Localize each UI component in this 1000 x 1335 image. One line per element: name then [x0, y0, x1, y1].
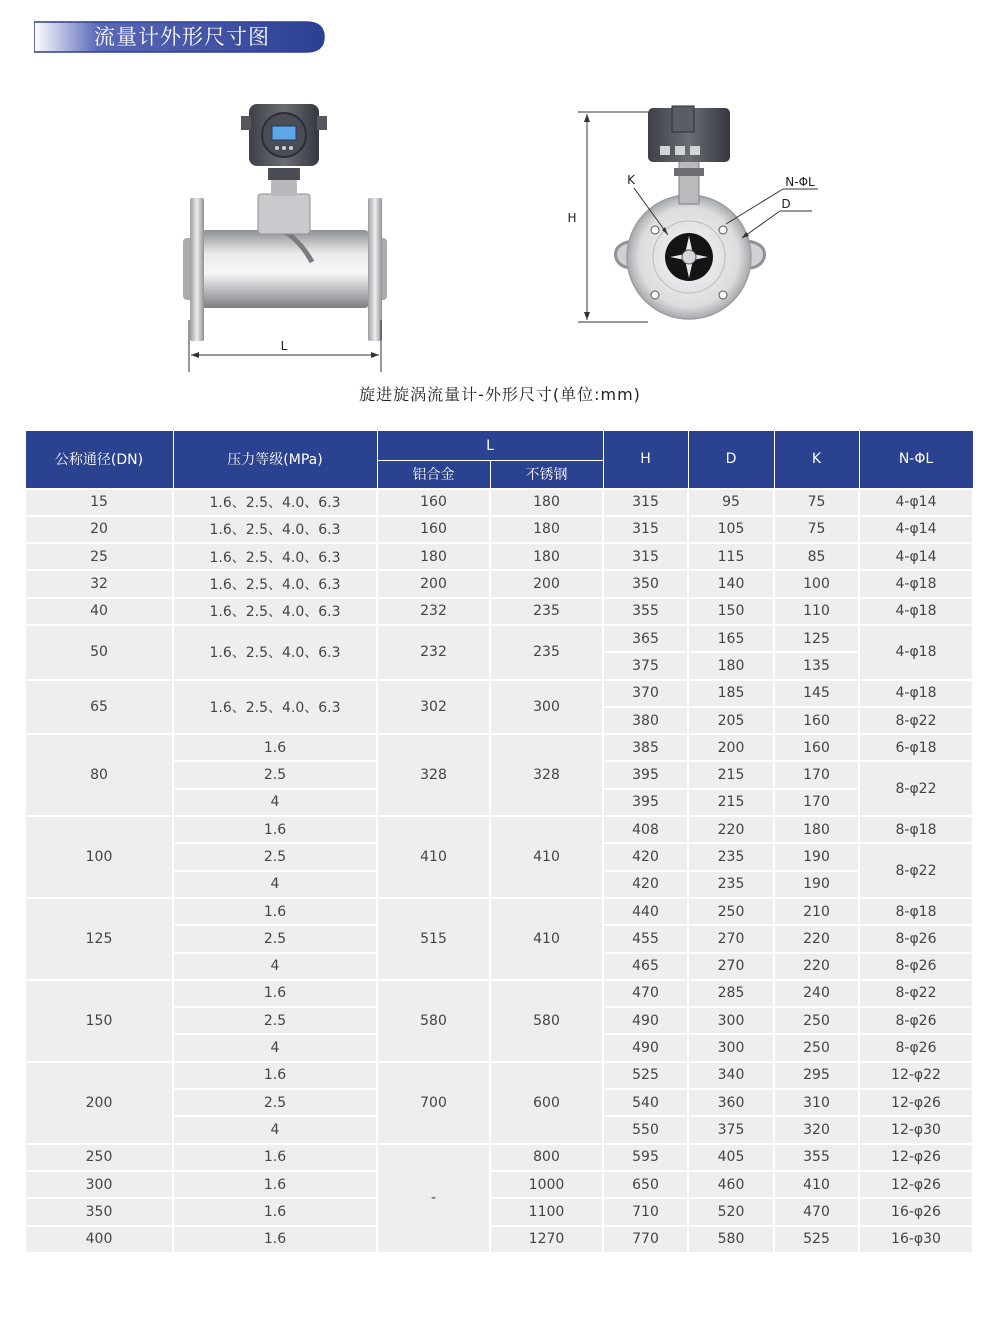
cell-pressure: 4: [173, 1116, 377, 1143]
cell-nphil: 8-φ18: [859, 898, 973, 925]
table-row: [25, 1144, 973, 1171]
table-row: [25, 598, 973, 625]
cell-h: 650: [603, 1171, 688, 1198]
cell-l-stainless: 180: [490, 489, 603, 516]
cell-d: 105: [688, 516, 774, 543]
header-l-stainless: 不锈钢: [490, 461, 603, 489]
cell-nphil: 4-φ14: [859, 489, 973, 516]
cell-k: 295: [774, 1062, 859, 1089]
cell-nphil: 4-φ14: [859, 516, 973, 543]
cell-k: 220: [774, 925, 859, 952]
cell-d: 270: [688, 925, 774, 952]
cell-nphil: 6-φ18: [859, 734, 973, 761]
cell-d: 250: [688, 898, 774, 925]
cell-h: 315: [603, 489, 688, 516]
cell-h: 395: [603, 761, 688, 788]
table-row: [25, 1171, 973, 1198]
cell-l-stainless: 235: [490, 625, 603, 680]
cell-d: 205: [688, 707, 774, 734]
cell-pressure: 4: [173, 1034, 377, 1061]
cell-h: 710: [603, 1198, 688, 1225]
table-row: [25, 980, 973, 1007]
cell-dn: 80: [25, 734, 173, 816]
cell-l-aluminum: 302: [377, 680, 490, 735]
cell-pressure: 1.6: [173, 734, 377, 761]
cell-h: 550: [603, 1116, 688, 1143]
table-row: [25, 680, 973, 707]
header-l: L: [377, 431, 603, 461]
cell-l-aluminum: -: [377, 1144, 490, 1253]
cell-nphil: 4-φ18: [859, 680, 973, 707]
cell-nphil: 8-φ22: [859, 843, 973, 898]
cell-d: 375: [688, 1116, 774, 1143]
cell-k: 250: [774, 1007, 859, 1034]
cell-l-stainless: 1270: [490, 1226, 603, 1253]
cell-k: 145: [774, 680, 859, 707]
cell-l-stainless: 1000: [490, 1171, 603, 1198]
cell-pressure: 1.6、2.5、4.0、6.3: [173, 680, 377, 735]
cell-dn: 40: [25, 598, 173, 625]
header-dn: 公称通径(DN): [25, 431, 173, 489]
table-row: [25, 625, 973, 652]
cell-h: 440: [603, 898, 688, 925]
cell-k: 160: [774, 707, 859, 734]
cell-l-aluminum: 410: [377, 816, 490, 898]
cell-d: 235: [688, 871, 774, 898]
cell-h: 420: [603, 871, 688, 898]
cell-pressure: 2.5: [173, 761, 377, 788]
cell-dn: 125: [25, 898, 173, 980]
cell-nphil: 16-φ30: [859, 1226, 973, 1253]
cell-l-stainless: 600: [490, 1062, 603, 1144]
cell-d: 200: [688, 734, 774, 761]
cell-pressure: 4: [173, 953, 377, 980]
cell-h: 395: [603, 789, 688, 816]
cell-pressure: 1.6、2.5、4.0、6.3: [173, 516, 377, 543]
table-row: [25, 489, 973, 516]
cell-h: 490: [603, 1007, 688, 1034]
cell-dn: 150: [25, 980, 173, 1062]
cell-pressure: 4: [173, 871, 377, 898]
cell-nphil: 12-φ30: [859, 1116, 973, 1143]
cell-d: 115: [688, 543, 774, 570]
cell-d: 235: [688, 843, 774, 870]
cell-d: 270: [688, 953, 774, 980]
cell-l-stainless: 1100: [490, 1198, 603, 1225]
cell-k: 320: [774, 1116, 859, 1143]
cell-d: 520: [688, 1198, 774, 1225]
side-view-flowmeter: [183, 104, 387, 372]
table-row: [25, 898, 973, 925]
cell-k: 135: [774, 652, 859, 679]
cell-l-aluminum: 580: [377, 980, 490, 1062]
cell-dn: 250: [25, 1144, 173, 1171]
cell-k: 85: [774, 543, 859, 570]
cell-l-aluminum: 515: [377, 898, 490, 980]
cell-k: 470: [774, 1198, 859, 1225]
cell-l-stainless: 180: [490, 516, 603, 543]
cell-nphil: 8-φ18: [859, 816, 973, 843]
cell-l-stainless: 800: [490, 1144, 603, 1171]
header-nphil: N-ΦL: [859, 431, 973, 489]
cell-d: 95: [688, 489, 774, 516]
cell-d: 220: [688, 816, 774, 843]
front-view-flowmeter: [578, 106, 818, 322]
flowmeter-illustrations: [0, 90, 1000, 380]
cell-l-stainless: 580: [490, 980, 603, 1062]
cell-d: 180: [688, 652, 774, 679]
cell-pressure: 1.6、2.5、4.0、6.3: [173, 598, 377, 625]
cell-h: 490: [603, 1034, 688, 1061]
cell-k: 210: [774, 898, 859, 925]
cell-l-stainless: 410: [490, 898, 603, 980]
cell-k: 75: [774, 516, 859, 543]
dimension-drawings: [0, 90, 1000, 380]
dimension-table: [24, 430, 974, 1254]
cell-k: 190: [774, 843, 859, 870]
cell-h: 375: [603, 652, 688, 679]
cell-dn: 100: [25, 816, 173, 898]
cell-nphil: 8-φ26: [859, 1007, 973, 1034]
cell-nphil: 12-φ26: [859, 1144, 973, 1171]
cell-pressure: 1.6: [173, 1144, 377, 1171]
cell-d: 215: [688, 761, 774, 788]
cell-k: 160: [774, 734, 859, 761]
cell-d: 285: [688, 980, 774, 1007]
cell-h: 455: [603, 925, 688, 952]
table-row: [25, 816, 973, 843]
cell-nphil: 8-φ22: [859, 707, 973, 734]
cell-pressure: 2.5: [173, 1007, 377, 1034]
cell-l-aluminum: 160: [377, 489, 490, 516]
table-row: [25, 1062, 973, 1089]
cell-k: 170: [774, 761, 859, 788]
cell-dn: 400: [25, 1226, 173, 1253]
cell-d: 140: [688, 570, 774, 597]
cell-pressure: 1.6、2.5、4.0、6.3: [173, 570, 377, 597]
dim-label-l: L: [280, 339, 288, 353]
cell-h: 770: [603, 1226, 688, 1253]
cell-l-aluminum: 700: [377, 1062, 490, 1144]
cell-k: 190: [774, 871, 859, 898]
cell-h: 315: [603, 543, 688, 570]
cell-dn: 32: [25, 570, 173, 597]
cell-pressure: 2.5: [173, 843, 377, 870]
cell-d: 185: [688, 680, 774, 707]
header-d: D: [688, 431, 774, 489]
cell-h: 470: [603, 980, 688, 1007]
table-row: [25, 543, 973, 570]
diagram-caption: 旋进旋涡流量计-外形尺寸(单位:mm): [359, 385, 641, 404]
table-row: [25, 570, 973, 597]
cell-d: 165: [688, 625, 774, 652]
cell-nphil: 8-φ22: [859, 980, 973, 1007]
header-l-aluminum: 铝合金: [377, 461, 490, 489]
cell-d: 405: [688, 1144, 774, 1171]
cell-nphil: 8-φ26: [859, 925, 973, 952]
cell-d: 360: [688, 1089, 774, 1116]
cell-d: 300: [688, 1007, 774, 1034]
cell-dn: 200: [25, 1062, 173, 1144]
cell-dn: 300: [25, 1171, 173, 1198]
cell-pressure: 1.6: [173, 980, 377, 1007]
cell-pressure: 1.6、2.5、4.0、6.3: [173, 489, 377, 516]
cell-l-aluminum: 328: [377, 734, 490, 816]
cell-h: 315: [603, 516, 688, 543]
cell-d: 580: [688, 1226, 774, 1253]
page-title: 流量计外形尺寸图: [94, 25, 270, 49]
table-row: [25, 516, 973, 543]
cell-d: 340: [688, 1062, 774, 1089]
cell-l-stainless: 180: [490, 543, 603, 570]
cell-nphil: 8-φ26: [859, 953, 973, 980]
table-row: [25, 1226, 973, 1253]
cell-l-aluminum: 232: [377, 598, 490, 625]
cell-dn: 65: [25, 680, 173, 735]
cell-h: 525: [603, 1062, 688, 1089]
cell-l-stainless: 235: [490, 598, 603, 625]
dim-label-nphil: N-ΦL: [785, 175, 815, 189]
cell-pressure: 1.6、2.5、4.0、6.3: [173, 625, 377, 680]
section-title-banner: [34, 20, 326, 54]
cell-k: 125: [774, 625, 859, 652]
cell-nphil: 12-φ26: [859, 1089, 973, 1116]
cell-k: 525: [774, 1226, 859, 1253]
cell-nphil: 12-φ22: [859, 1062, 973, 1089]
cell-pressure: 1.6: [173, 1226, 377, 1253]
cell-k: 180: [774, 816, 859, 843]
cell-l-aluminum: 160: [377, 516, 490, 543]
cell-nphil: 16-φ26: [859, 1198, 973, 1225]
cell-d: 460: [688, 1171, 774, 1198]
cell-k: 410: [774, 1171, 859, 1198]
cell-pressure: 1.6: [173, 816, 377, 843]
cell-d: 150: [688, 598, 774, 625]
cell-k: 240: [774, 980, 859, 1007]
cell-nphil: 4-φ18: [859, 570, 973, 597]
cell-nphil: 8-φ22: [859, 761, 973, 816]
cell-pressure: 2.5: [173, 1089, 377, 1116]
cell-l-stainless: 328: [490, 734, 603, 816]
cell-nphil: 4-φ18: [859, 598, 973, 625]
dim-label-k: K: [627, 173, 635, 187]
table-row: [25, 1198, 973, 1225]
cell-k: 355: [774, 1144, 859, 1171]
cell-k: 310: [774, 1089, 859, 1116]
dim-label-h: H: [567, 211, 577, 225]
cell-h: 350: [603, 570, 688, 597]
cell-nphil: 4-φ14: [859, 543, 973, 570]
cell-d: 215: [688, 789, 774, 816]
cell-nphil: 4-φ18: [859, 625, 973, 680]
cell-pressure: 1.6: [173, 1062, 377, 1089]
cell-l-stainless: 300: [490, 680, 603, 735]
cell-dn: 20: [25, 516, 173, 543]
header-h: H: [603, 431, 688, 489]
cell-k: 100: [774, 570, 859, 597]
cell-pressure: 1.6: [173, 1171, 377, 1198]
cell-h: 540: [603, 1089, 688, 1116]
cell-h: 408: [603, 816, 688, 843]
cell-k: 170: [774, 789, 859, 816]
cell-k: 110: [774, 598, 859, 625]
cell-pressure: 1.6: [173, 1198, 377, 1225]
cell-h: 465: [603, 953, 688, 980]
cell-h: 385: [603, 734, 688, 761]
cell-h: 355: [603, 598, 688, 625]
cell-pressure: 4: [173, 789, 377, 816]
cell-h: 370: [603, 680, 688, 707]
cell-l-stainless: 200: [490, 570, 603, 597]
cell-dn: 350: [25, 1198, 173, 1225]
cell-l-aluminum: 232: [377, 625, 490, 680]
cell-k: 75: [774, 489, 859, 516]
cell-h: 595: [603, 1144, 688, 1171]
cell-pressure: 1.6、2.5、4.0、6.3: [173, 543, 377, 570]
header-pressure: 压力等级(MPa): [173, 431, 377, 489]
cell-l-aluminum: 180: [377, 543, 490, 570]
cell-nphil: 12-φ26: [859, 1171, 973, 1198]
cell-l-aluminum: 200: [377, 570, 490, 597]
cell-d: 300: [688, 1034, 774, 1061]
header-k: K: [774, 431, 859, 489]
cell-k: 250: [774, 1034, 859, 1061]
cell-pressure: 1.6: [173, 898, 377, 925]
cell-h: 420: [603, 843, 688, 870]
cell-h: 380: [603, 707, 688, 734]
cell-nphil: 8-φ26: [859, 1034, 973, 1061]
dim-label-d: D: [781, 197, 791, 211]
cell-l-stainless: 410: [490, 816, 603, 898]
table-row: [25, 734, 973, 761]
cell-dn: 50: [25, 625, 173, 680]
cell-dn: 15: [25, 489, 173, 516]
cell-h: 365: [603, 625, 688, 652]
cell-dn: 25: [25, 543, 173, 570]
cell-pressure: 2.5: [173, 925, 377, 952]
cell-k: 220: [774, 953, 859, 980]
